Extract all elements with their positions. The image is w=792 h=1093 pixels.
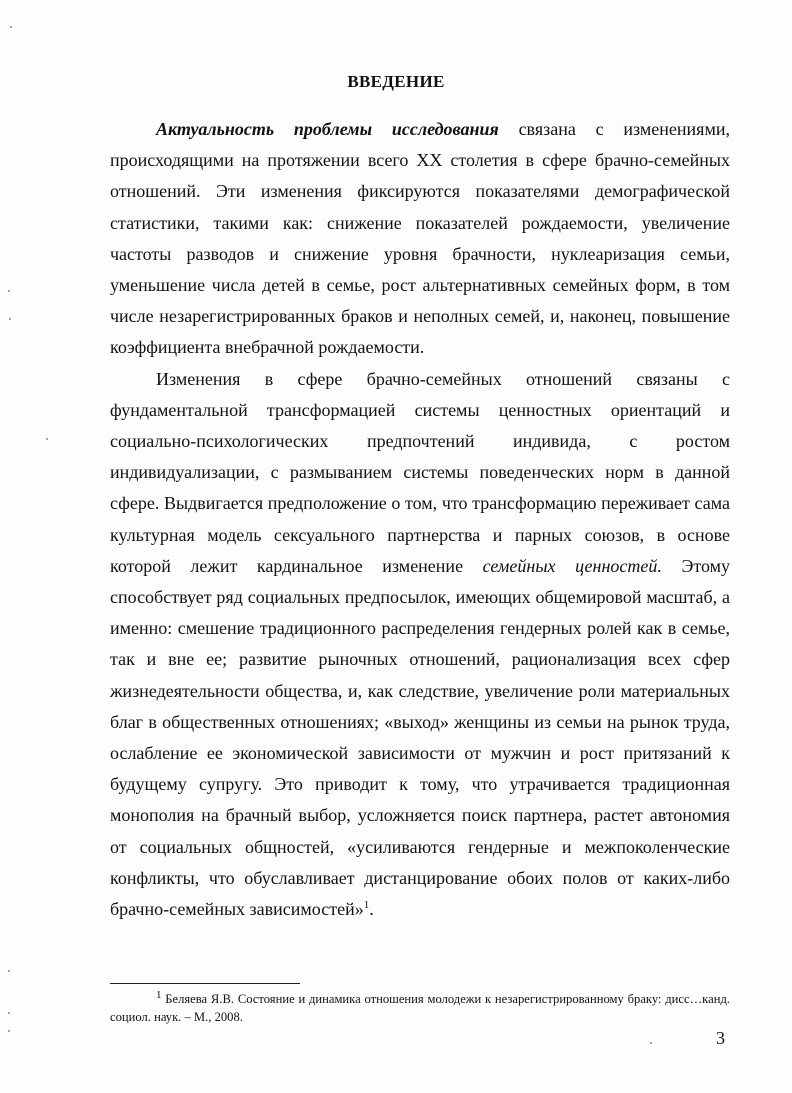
paragraph-1-lead: Актуальность проблемы исследования xyxy=(156,119,499,139)
scan-speck xyxy=(8,1012,10,1014)
scan-speck xyxy=(8,290,10,292)
scan-speck xyxy=(8,970,10,972)
footnote xyxy=(110,990,730,1026)
paragraph-2-emphasis: семейных ценностей. xyxy=(482,555,662,576)
scan-speck xyxy=(46,438,48,440)
scan-speck xyxy=(10,26,12,28)
paragraph-2-text-a: Изменения в сфере брачно-семейных отношений связаны с фундаментальной трансформацией системы ценностных ориентаций и социально-психологических предпочтений индивида, с ростом индивидуализации, с размыванием системы поведенческих норм в данной сфере. Выдвигается предположение о том, что трансформацию переживает сама культурная модель сексуального партнерства и парных союзов, в основе которой лежит кардинальное изменение xyxy=(110,368,730,576)
scan-speck xyxy=(8,1030,10,1032)
main-text xyxy=(110,114,730,925)
footnote-marker: 1 xyxy=(156,988,162,1001)
footnote-divider xyxy=(110,983,300,984)
paragraph-2 xyxy=(110,364,730,926)
scan-speck xyxy=(9,318,11,320)
page-title: ВВЕДЕНИЕ xyxy=(347,72,445,91)
paragraph-2-end: . xyxy=(369,899,374,920)
paragraph-2-text-b: Этому способствует ряд социальных предпосылок, имеющих общемировой масштаб, а именно: смешение традиционного распределения гендерных ролей как в семье, так и вне ее; развитие рыночных отношений, рационализация всех сфер жизнедеятельности общества, и, как следствие, увеличение роли материальных благ в общественных отношениях; «выход» женщины из семьи на рынок труда, ослабление ее экономической зависимости от мужчин и рост притязаний к будущему супругу. Это приводит к тому, что утрачивается традиционная монополия на брачный выбор, усложняется поиск партнера, растет автономия от социальных общностей, «усиливаются гендерные и межпоколенческие конфликты, что обуславливает дистанцирование обоих полов от каких-либо брачно-семейных зависимостей» xyxy=(110,555,731,920)
scan-speck xyxy=(650,1042,652,1044)
footnote-reference[interactable]: 1 xyxy=(363,899,370,912)
paragraph-1-text: связана с изменениями, происходящими на протяжении всего XX столетия в сфере брачно-семейных отношений. Эти изменения фиксируются показателями демографической статистики, такими как: снижение показателей рождаемости, увеличение частоты разводов и снижение уровня брачности, нуклеаризация семьи, уменьшение числа детей в семье, рост альтернативных семейных форм, в том числе незарегистрированных браков и неполных семей, и, наконец, повышение коэффициента внебрачной рождаемости. xyxy=(110,119,730,358)
footnote-text: Беляева Я.В. Состояние и динамика отношения молодежи к незарегистрированному браку: дисс…канд. социол. наук. – М., 2008. xyxy=(110,992,730,1024)
page-number: 3 xyxy=(716,1028,725,1048)
paragraph-1 xyxy=(110,114,730,364)
